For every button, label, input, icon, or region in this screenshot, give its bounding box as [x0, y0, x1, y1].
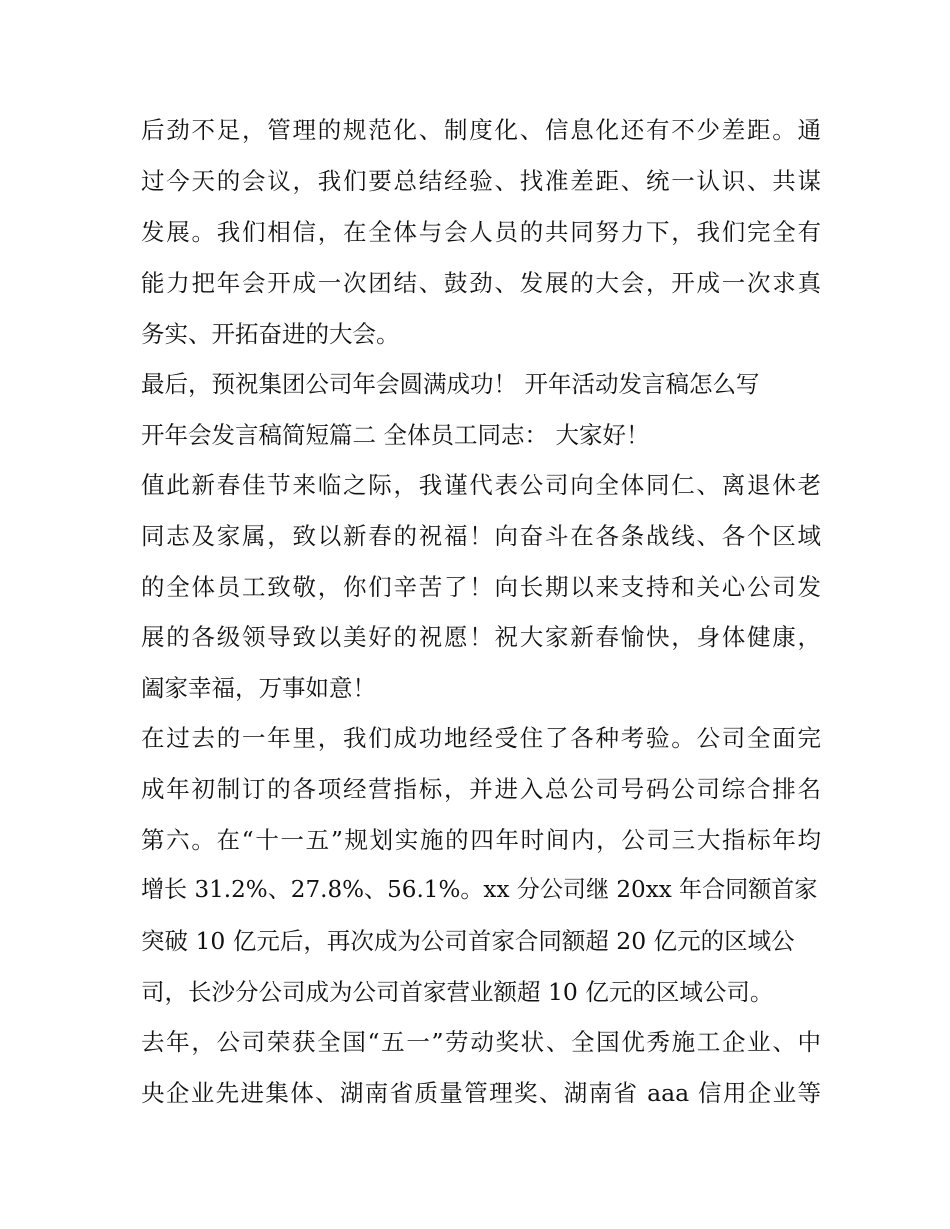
text-line-9: 同志及家属，致以新春的祝福！向奋斗在各条战线、各个区域 [141, 522, 821, 550]
text-line-5: 务实、开拓奋进的大会。 [141, 320, 400, 348]
text-line-17: 突破 10 亿元后，再次成为公司首家合同额超 20 亿元的区域公 [141, 927, 795, 955]
text-line-12: 阖家幸福，万事如意！ [141, 674, 376, 702]
text-line-14: 成年初制订的各项经营指标，并进入总公司号码公司综合排名 [141, 775, 821, 803]
text-line-1: 后劲不足，管理的规范化、制度化、信息化还有不少差距。通 [141, 116, 821, 144]
text-line-20: 央企业先进集体、湖南省质量管理奖、湖南省 aaa 信用企业等 [141, 1079, 821, 1107]
text-line-18: 司，长沙分公司成为公司首家营业额超 10 亿元的区域公司。 [141, 978, 774, 1006]
text-line-15: 第六。在“十一五”规划实施的四年时间内，公司三大指标年均 [141, 826, 821, 854]
text-line-8: 值此新春佳节来临之际，我谨代表公司向全体同仁、离退休老 [141, 471, 821, 499]
text-line-19: 去年，公司荣获全国“五一”劳动奖状、全国优秀施工企业、中 [141, 1028, 821, 1056]
text-line-6: 最后，预祝集团公司年会圆满成功！ 开年活动发言稿怎么写 [141, 370, 760, 398]
text-line-3: 发展。我们相信，在全体与会人员的共同努力下，我们完全有 [141, 218, 821, 246]
text-line-7: 开年会发言稿简短篇二 全体员工同志： 大家好！ [141, 421, 650, 449]
text-line-10: 的全体员工致敬，你们辛苦了！向长期以来支持和关心公司发 [141, 573, 821, 601]
text-line-13: 在过去的一年里，我们成功地经受住了各种考验。公司全面完 [141, 724, 821, 752]
text-line-4: 能力把年会开成一次团结、鼓劲、发展的大会，开成一次求真 [141, 269, 821, 297]
text-line-16: 增长 31.2%、27.8%、56.1%。xx 分公司继 20xx 年合同额首家 [141, 877, 818, 903]
text-line-2: 过今天的会议，我们要总结经验、找准差距、统一认识、共谋 [141, 167, 821, 195]
text-line-11: 展的各级领导致以美好的祝愿！祝大家新春愉快，身体健康， [141, 623, 821, 651]
